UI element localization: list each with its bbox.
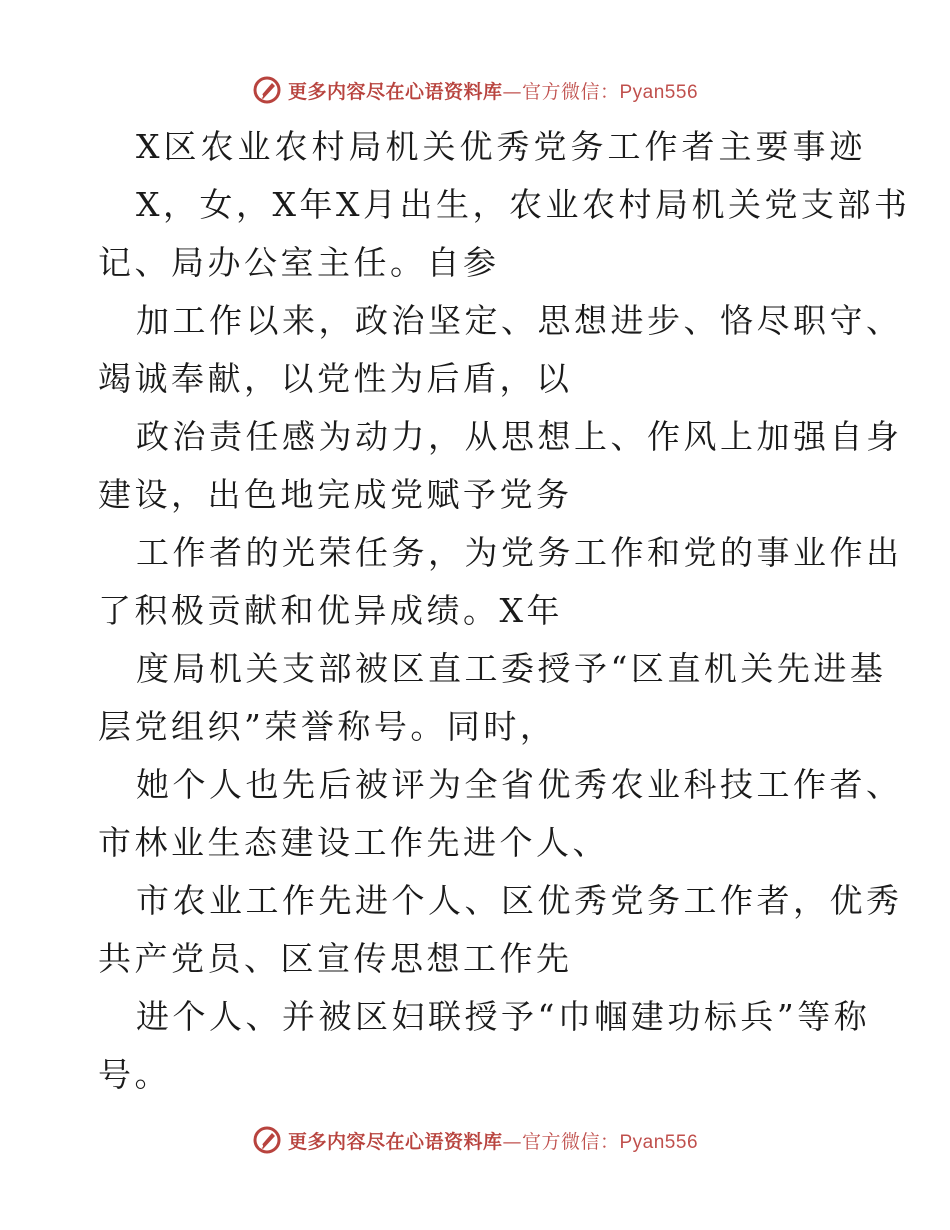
quill-logo-icon	[252, 75, 282, 105]
paragraph-line: 了积极贡献和优异成绩。X年	[98, 591, 563, 630]
watermark-official: 官方微信：	[521, 80, 620, 103]
paragraph-line: 工作者的光荣任务，为党务工作和党的事业作出	[136, 533, 903, 572]
watermark-text	[288, 1127, 698, 1154]
watermark-text	[288, 77, 698, 104]
paragraph-line: 记、局办公室主任。自参	[98, 243, 500, 282]
watermark-id: Pyan556	[619, 81, 699, 103]
watermark-separator: —	[502, 80, 522, 103]
watermark-main: 更多内容尽在心语资料库	[287, 1130, 503, 1153]
watermark-official: 官方微信：	[521, 1130, 620, 1153]
watermark-id: Pyan556	[619, 1131, 699, 1153]
paragraph-line: 层党组织”荣誉称号。同时，	[98, 707, 557, 746]
document-title: X区农业农村局机关优秀党务工作者主要事迹	[136, 127, 867, 166]
paragraph-line: 政治责任感为动力，从思想上、作风上加强自身	[136, 417, 903, 456]
paragraph-line: 进个人、并被区妇联授予“巾帼建功标兵”等称	[136, 997, 871, 1036]
quill-logo-icon	[252, 1125, 282, 1155]
paragraph-line: X，女，X年X月出生，农业农村局机关党支部书	[136, 185, 911, 224]
watermark-main: 更多内容尽在心语资料库	[287, 80, 503, 103]
paragraph-line: 建设，出色地完成党赋予党务	[98, 475, 573, 514]
paragraph-line: 共产党员、区宣传思想工作先	[98, 939, 573, 978]
paragraph-line: 她个人也先后被评为全省优秀农业科技工作者、	[136, 765, 903, 804]
paragraph-line: 市农业工作先进个人、区优秀党务工作者，优秀	[136, 881, 903, 920]
footer-watermark	[0, 1120, 950, 1160]
paragraph-line: 市林业生态建设工作先进个人、	[98, 823, 609, 862]
paragraph-line: 号。	[98, 1055, 171, 1094]
header-watermark	[0, 70, 950, 110]
paragraph-line: 竭诚奉献，以党性为后盾，以	[98, 359, 573, 398]
watermark-separator: —	[502, 1130, 522, 1153]
document-body	[98, 118, 911, 1104]
paragraph-line: 加工作以来，政治坚定、思想进步、恪尽职守、	[136, 301, 903, 340]
paragraph-line: 度局机关支部被区直工委授予“区直机关先进基	[136, 649, 887, 688]
